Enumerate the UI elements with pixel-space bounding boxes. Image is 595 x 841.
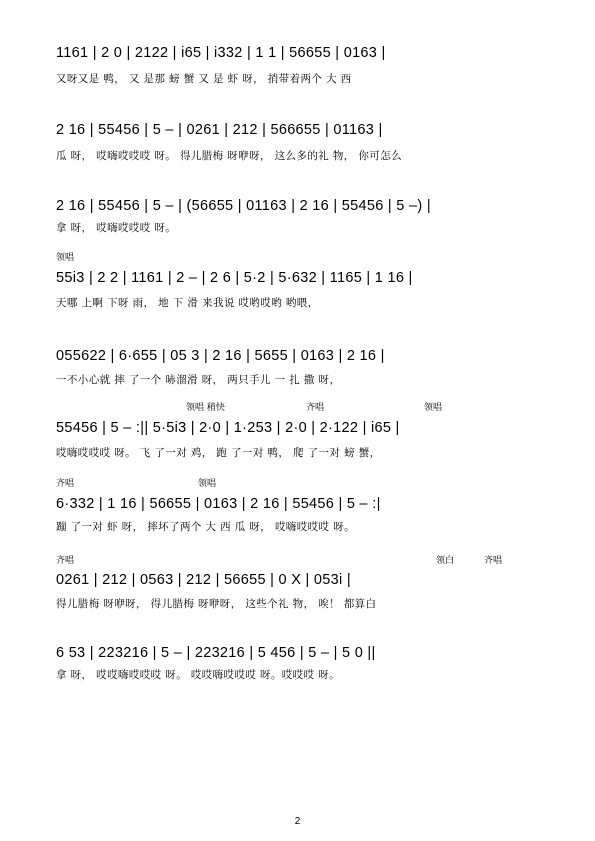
label-lead-spoken: 领白: [436, 556, 455, 566]
notation-line: 0261 | 212 | 0563 | 212 | 56655 | 0 X | 053i |: [56, 572, 351, 588]
lyrics-line: 拿 呀， 哎哎嗨哎哎哎 呀。 哎哎嗨哎哎哎 呀。哎哎哎 呀。: [56, 669, 341, 681]
notation-line: 2 16 | 55456 | 5 – | (56655 | 01163 | 2 16 | 55456 | 5 –) |: [56, 198, 431, 214]
lyrics-line: 得儿腊梅 呀咿呀， 得儿腊梅 呀咿呀， 这些个礼 物， 唉！ 都算白: [56, 598, 377, 610]
page-number: 2: [294, 816, 301, 827]
notation-line: 2 16 | 55456 | 5 – | 0261 | 212 | 566655 | 01163 |: [56, 122, 383, 138]
lyrics-line: 天哪 上啊 下呀 雨， 地 下 滑 来我说 哎哟哎哟 哟喂，: [56, 297, 319, 309]
label-chorus: 齐唱: [484, 556, 503, 566]
label-chorus: 齐唱: [306, 403, 325, 413]
label-lead-singer: 领唱: [198, 479, 217, 489]
notation-line: 1161 | 2 0 | 2122 | i65 | i332 | 1 1 | 56655 | 0163 |: [56, 45, 386, 61]
lyrics-line: 瓜 呀， 哎嗨哎哎哎 呀。 得儿腊梅 呀咿呀， 这么多的礼 物， 你可怎么: [56, 150, 402, 162]
label-lead-singer: 领唱: [56, 253, 75, 263]
lyrics-line: 哎嗨哎哎哎 呀。 飞 了一对 鸡， 跑 了一对 鸭， 爬 了一对 螃 蟹，: [56, 447, 381, 459]
label-lead-singer: 领唱: [424, 403, 443, 413]
label-lead-faster: 领唱 稍快: [186, 403, 225, 413]
lyrics-line: 拿 呀， 哎嗨哎哎哎 呀。: [56, 222, 177, 234]
lyrics-line: 蹦 了一对 虾 呀， 摔坏了两个 大 西 瓜 呀， 哎嗨哎哎哎 呀。: [56, 521, 355, 533]
notation-line: 055622 | 6·655 | 05 3 | 2 16 | 5655 | 0163 | 2 16 |: [56, 348, 385, 364]
notation-line: 6 53 | 223216 | 5 – | 223216 | 5 456 | 5 – | 5 0 ||: [56, 645, 376, 661]
notation-line: 6·332 | 1 16 | 56655 | 0163 | 2 16 | 55456 | 5 – :|: [56, 496, 381, 512]
notation-line: 55i3 | 2 2 | 1161 | 2 – | 2 6 | 5·2 | 5·632 | 1165 | 1 16 |: [56, 270, 413, 286]
label-chorus: 齐唱: [56, 479, 75, 489]
performance-labels: [56, 478, 541, 490]
lyrics-line: 一不小心就 摔 了一个 哧溜滑 呀， 两只手儿 一 扎 撒 呀，: [56, 374, 341, 386]
notation-line: 55456 | 5 – :|| 5·5i3 | 2·0 | 1·253 | 2·0 | 2·122 | i65 |: [56, 420, 400, 436]
label-chorus: 齐唱: [56, 556, 75, 566]
performance-labels: [56, 402, 541, 414]
performance-labels: [56, 555, 541, 567]
lyrics-line: 又呀又是 鸭， 又 是那 螃 蟹 又 是 虾 呀， 捎带着两个 大 西: [56, 73, 352, 85]
performance-labels: [56, 252, 541, 264]
